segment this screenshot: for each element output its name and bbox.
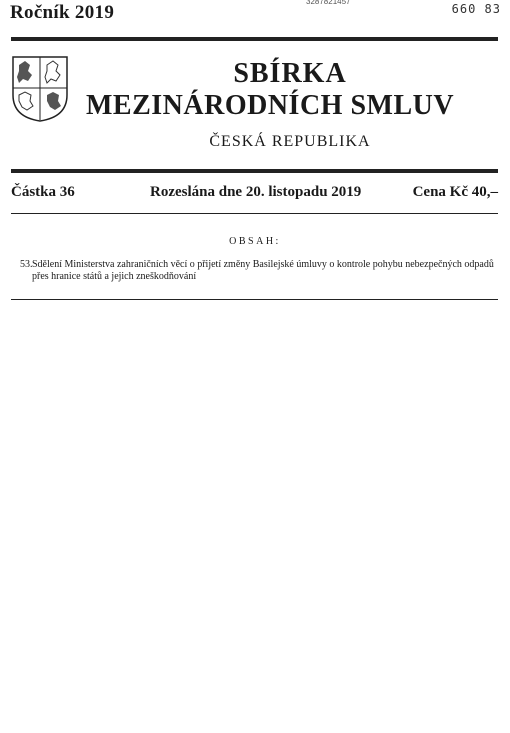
contents-item-text: Sdělení Ministerstva zahraničních věcí o přijetí změny Basilejské úmluvy o kontrole pohybu nebezpečných odpadů přes hranice států a jejich zneškodňování bbox=[32, 259, 494, 282]
masthead-subtitle: ČESKÁ REPUBLIKA bbox=[209, 133, 371, 150]
barcode-number: 3287821457 bbox=[306, 0, 351, 6]
masthead-bottom-rule bbox=[11, 169, 498, 173]
masthead-title-line1: SBÍRKA bbox=[233, 58, 347, 89]
contents-bottom-rule bbox=[11, 299, 498, 300]
volume-year: Ročník 2019 bbox=[10, 2, 115, 23]
stamp-number: 660 83 bbox=[451, 2, 501, 16]
issue-part: Částka 36 bbox=[11, 184, 75, 200]
meta-rule bbox=[11, 213, 498, 214]
masthead-title-line2: MEZINÁRODNÍCH SMLUV bbox=[86, 90, 455, 121]
top-rule bbox=[11, 37, 498, 41]
issue-distribution-date: Rozeslána dne 20. listopadu 2019 bbox=[150, 184, 362, 200]
contents-item-number: 53. bbox=[20, 259, 33, 270]
contents-heading: OBSAH: bbox=[229, 236, 281, 247]
contents-item bbox=[20, 259, 498, 283]
issue-price: Cena Kč 40,– bbox=[412, 184, 498, 200]
